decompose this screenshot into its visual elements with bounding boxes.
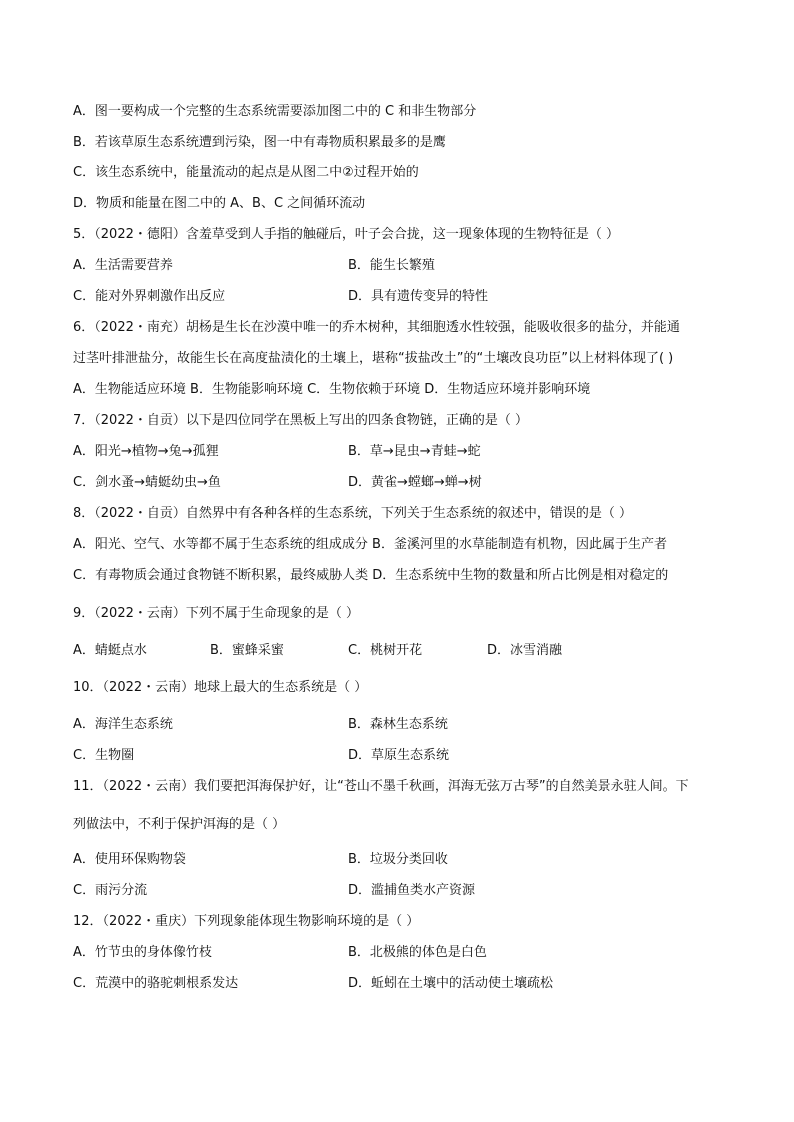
- q5-option-b: B．能生长繁殖: [348, 258, 435, 273]
- q7-option-d: D．黄雀→螳螂→蝉→树: [348, 475, 482, 490]
- q5-option-d: D．具有遗传变异的特性: [348, 289, 489, 304]
- q8-options-cd: C．有毒物质会通过食物链不断积累，最终威胁人类 D．生态系统中生物的数量和所占比例是相对稳定的: [73, 568, 669, 583]
- q4-option-c: C．该生态系统中，能量流动的起点是从图二中②过程开始的: [73, 165, 419, 180]
- q6-options: A．生物能适应环境 B．生物能影响环境 C．生物依赖于环境 D．生物适应环境并影响环境: [73, 382, 591, 397]
- q11-option-d: D．滥捕鱼类水产资源: [348, 883, 476, 898]
- q7-stem: 7．（2022・自贡）以下是四位同学在黑板上写出的四条食物链，正确的是（ ）: [73, 413, 528, 428]
- q11-stem: 11．（2022・云南）我们要把洱海保护好，让“苍山不墨千秋画，洱海无弦万古琴”的自然美景永驻人间。下: [73, 779, 689, 794]
- q7-option-b: B．草→昆虫→青蛙→蛇: [348, 444, 481, 459]
- q10-option-c: C．生物圈: [73, 748, 135, 763]
- q10-option-d: D．草原生态系统: [348, 748, 450, 763]
- q8-options-ab: A．阳光、空气、水等都不属于生态系统的组成成分 B．釜溪河里的水草能制造有机物，因此属于生产者: [73, 537, 667, 552]
- q12-option-c: C．荒漠中的骆驼刺根系发达: [73, 976, 239, 991]
- q5-option-c: C．能对外界刺激作出反应: [73, 289, 226, 304]
- q6-stem: 6．（2022・南充）胡杨是生长在沙漠中唯一的乔木树种，其细胞透水性较强，能吸收很多的盐分，并能通: [73, 320, 680, 335]
- q4-option-d: D．物质和能量在图二中的 A、B、C 之间循环流动: [73, 196, 366, 211]
- q11-option-b: B．垃圾分类回收: [348, 852, 448, 867]
- q11-option-c: C．雨污分流: [73, 883, 148, 898]
- q12-option-a: A．竹节虫的身体像竹枝: [73, 945, 212, 960]
- q5-stem: 5．（2022・德阳）含羞草受到人手指的触碰后，叶子会合拢，这一现象体现的生物特征是（ ）: [73, 227, 619, 242]
- q4-option-a: A．图一要构成一个完整的生态系统需要添加图二中的 C 和非生物部分: [73, 104, 477, 119]
- q12-option-d: D．蚯蚓在土壤中的活动使土壤疏松: [348, 976, 554, 991]
- q10-option-a: A．海洋生态系统: [73, 717, 173, 732]
- q7-option-a: A．阳光→植物→兔→孤狸: [73, 444, 219, 459]
- q9-option-b: B．蜜蜂采蜜: [210, 643, 284, 658]
- q10-stem: 10．（2022・云南）地球上最大的生态系统是（ ）: [73, 680, 368, 695]
- q9-option-d: D．冰雪消融: [487, 643, 563, 658]
- q4-option-b: B．若该草原生态系统遭到污染，图一中有毒物质积累最多的是鹰: [73, 135, 446, 150]
- q12-stem: 12．（2022・重庆）下列现象能体现生物影响环境的是（ ）: [73, 914, 420, 929]
- q11-stem-cont: 列做法中，不利于保护洱海的是（ ）: [73, 817, 286, 832]
- q8-stem: 8．（2022・自贡）自然界中有各种各样的生态系统，下列关于生态系统的叙述中，错误的是（ ）: [73, 506, 632, 521]
- q7-option-c: C．剑水蚤→蜻蜓幼虫→鱼: [73, 475, 221, 490]
- q11-option-a: A．使用环保购物袋: [73, 852, 186, 867]
- q12-option-b: B．北极熊的体色是白色: [348, 945, 487, 960]
- q5-option-a: A．生活需要营养: [73, 258, 173, 273]
- q9-option-a: A．蜻蜓点水: [73, 643, 147, 658]
- q10-option-b: B．森林生态系统: [348, 717, 448, 732]
- q9-option-c: C．桃树开花: [348, 643, 423, 658]
- q9-stem: 9．（2022・云南）下列不属于生命现象的是（ ）: [73, 606, 359, 621]
- q6-stem-cont: 过茎叶排泄盐分，故能生长在高度盐渍化的土壤上，堪称“拔盐改土”的“土壤改良功臣”以上材料体现了( ): [73, 351, 674, 366]
